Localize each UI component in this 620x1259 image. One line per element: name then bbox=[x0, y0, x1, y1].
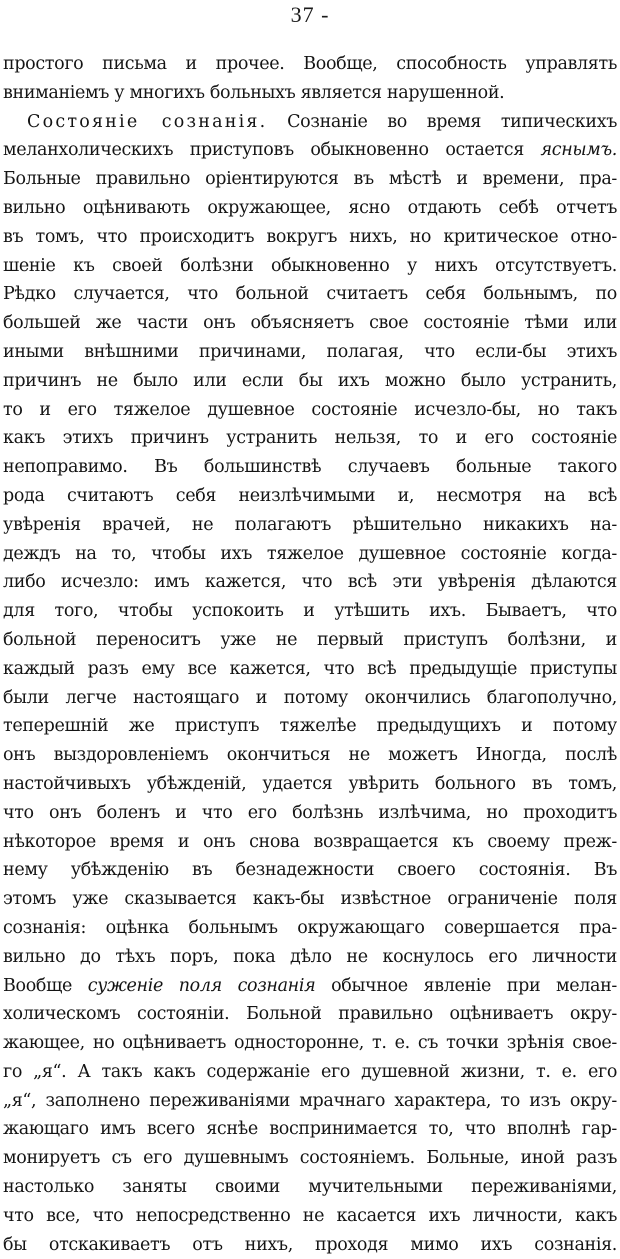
text-line bbox=[3, 885, 617, 914]
text-line bbox=[3, 1058, 617, 1087]
text-line bbox=[3, 50, 617, 79]
text-run: большей же части онъ объясняетъ свое состояніе тѣми или bbox=[3, 313, 617, 334]
text-line bbox=[3, 540, 617, 569]
text-line bbox=[3, 338, 617, 367]
text-line bbox=[3, 1115, 617, 1144]
text-line bbox=[3, 1000, 617, 1029]
text-run: вниманіемъ у многихъ больныхъ является нарушенной. bbox=[3, 82, 505, 103]
text-run: Сознаніе во время типическихъ bbox=[267, 111, 617, 132]
text-run: увѣренія врачей, не полагаютъ рѣшительно никакихъ на- bbox=[3, 514, 617, 535]
text-line bbox=[3, 252, 617, 281]
body-text bbox=[3, 50, 617, 1259]
text-line bbox=[3, 626, 617, 655]
text-line bbox=[3, 655, 617, 684]
text-line bbox=[3, 597, 617, 626]
text-run: въ томъ, что происходитъ вокругъ нихъ, но критическое отно- bbox=[3, 226, 617, 247]
text-line bbox=[3, 1029, 617, 1058]
text-run: жающее, но оцѣниваетъ односторонне, т. е. съ точки зрѣнія свое- bbox=[3, 1033, 617, 1054]
text-line bbox=[3, 511, 617, 540]
text-line bbox=[3, 972, 617, 1001]
page-number: 37 - bbox=[290, 2, 330, 27]
emphasis: суженіе поля сознанія bbox=[87, 975, 316, 996]
text-line bbox=[3, 79, 617, 108]
text-line bbox=[3, 136, 617, 165]
text-run: какъ этихъ причинъ устранить нельзя, то и его состояніе bbox=[3, 428, 617, 449]
text-line bbox=[3, 1202, 617, 1231]
text-run: обычное явленіе при мелан- bbox=[315, 975, 617, 996]
text-run: монируетъ съ его душевнымъ состояніемъ. Больные, иной разъ bbox=[3, 1148, 617, 1169]
text-run: онъ выздоровленіемъ окончиться не можетъ Иногда, послѣ bbox=[3, 745, 617, 766]
text-line bbox=[3, 914, 617, 943]
text-line bbox=[3, 712, 617, 741]
text-run: рода считаютъ себя неизлѣчимыми и, несмотря на всѣ bbox=[3, 485, 617, 506]
text-run: Рѣдко случается, что больной считаетъ себя больнымъ, по bbox=[3, 284, 617, 305]
text-line bbox=[3, 856, 617, 885]
text-run: Вообще bbox=[3, 975, 88, 996]
text-line bbox=[3, 108, 617, 137]
text-run: нѣкоторое время и онъ снова возвращается къ своему преж- bbox=[3, 831, 617, 852]
text-run: бы отскакиваетъ отъ нихъ, проходя мимо ихъ сознанія. bbox=[3, 1234, 617, 1255]
text-run: что онъ боленъ и что его болѣзнь излѣчима, но проходитъ bbox=[3, 802, 617, 823]
text-line bbox=[3, 280, 617, 309]
text-run: вильно до тѣхъ поръ, пока дѣло не коснулось его личности bbox=[3, 946, 617, 967]
text-line bbox=[3, 223, 617, 252]
text-run: настойчивыхъ убѣжденій, удается увѣрить больного въ томъ, bbox=[3, 773, 617, 794]
text-run: Больные правильно оріентируются въ мѣстѣ и времени, пра- bbox=[3, 169, 617, 190]
text-run: деждъ на то, чтобы ихъ тяжелое душевное состояніе когда- bbox=[3, 543, 617, 564]
text-line bbox=[3, 568, 617, 597]
text-run: настолько заняты своими мучительными переживаніями, bbox=[3, 1177, 617, 1198]
section-heading: Состояніе сознанія. bbox=[27, 111, 268, 132]
text-line bbox=[3, 482, 617, 511]
text-run: для того, чтобы успокоить и утѣшить ихъ. Бываетъ, что bbox=[3, 601, 617, 622]
text-line bbox=[3, 396, 617, 425]
text-run: больной переноситъ уже не первый приступъ болѣзни, и bbox=[3, 629, 617, 650]
text-line bbox=[3, 684, 617, 713]
text-line bbox=[3, 770, 617, 799]
text-line bbox=[3, 367, 617, 396]
text-line bbox=[3, 309, 617, 338]
text-run: „я“, заполнено переживаніями мрачнаго характера, то изъ окру- bbox=[3, 1090, 617, 1111]
text-run: были легче настоящаго и потому окончились благополучно, bbox=[3, 687, 617, 708]
text-line bbox=[3, 943, 617, 972]
text-line bbox=[3, 799, 617, 828]
text-line bbox=[3, 1173, 617, 1202]
text-line bbox=[3, 1231, 617, 1259]
text-run: либо исчезло: имъ кажется, что всѣ эти увѣренія дѣлаются bbox=[3, 572, 617, 593]
text-run: непоправимо. Въ большинствѣ случаевъ больные такого bbox=[3, 457, 617, 478]
text-run: этомъ уже сказывается какъ-бы извѣстное ограниченіе поля bbox=[3, 889, 617, 910]
text-line bbox=[3, 424, 617, 453]
text-run: что все, что непосредственно не касается ихъ личности, какъ bbox=[3, 1205, 617, 1226]
text-line bbox=[3, 1144, 617, 1173]
text-run: жающаго имъ всего яснѣе воспринимается то, что вполнѣ гар- bbox=[3, 1119, 617, 1140]
text-line bbox=[3, 453, 617, 482]
text-run: сознанія: оцѣнка больнымъ окружающаго совершается пра- bbox=[3, 917, 617, 938]
text-line bbox=[3, 1087, 617, 1116]
text-run: вильно оцѣнивають окружающее, ясно отдають себѣ отчетъ bbox=[3, 197, 617, 218]
text-run: каждый разъ ему все кажется, что всѣ предыдущіе приступы bbox=[3, 658, 617, 679]
text-line bbox=[3, 828, 617, 857]
text-line bbox=[3, 165, 617, 194]
text-run: холическомъ состояніи. Больной правильно оцѣниваетъ окру- bbox=[3, 1004, 617, 1025]
text-run: меланхолическихъ приступовъ обыкновенно остается bbox=[3, 140, 541, 161]
text-run: теперешній же приступъ тяжелѣе предыдущихъ и потому bbox=[3, 716, 617, 737]
text-run: то и его тяжелое душевное состояніе исчезло-бы, но такъ bbox=[3, 399, 617, 420]
text-run: простого письма и прочее. Вообще, способность управлять bbox=[3, 54, 617, 74]
text-run: причинъ не было или если бы ихъ можно было устранить, bbox=[3, 370, 617, 391]
emphasis: яснымъ. bbox=[540, 140, 617, 161]
text-run: иными внѣшними причинами, полагая, что если-бы этихъ bbox=[3, 341, 617, 362]
text-line bbox=[3, 194, 617, 223]
text-run: шеніе къ своей болѣзни обыкновенно у нихъ отсутствуетъ. bbox=[3, 255, 617, 276]
text-run: нему убѣжденію въ безнадежности своего состоянія. Въ bbox=[3, 860, 617, 881]
text-run: го „я“. А такъ какъ содержаніе его душевной жизни, т. е. его bbox=[3, 1061, 617, 1082]
text-line bbox=[3, 741, 617, 770]
